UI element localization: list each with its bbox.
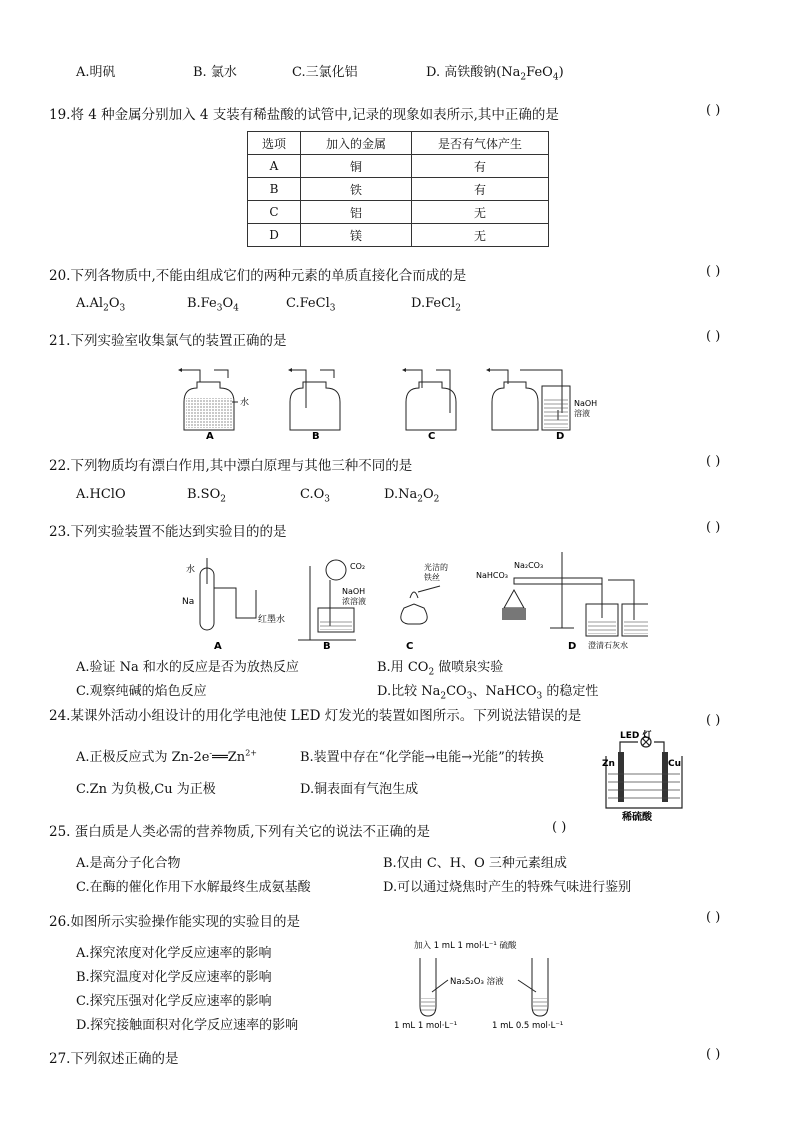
q26-option-b: B.探究温度对化学反应速率的影响 — [76, 970, 272, 985]
q23-a-water: 水 — [186, 565, 196, 575]
q26-option-c: C.探究压强对化学反应速率的影响 — [76, 994, 272, 1009]
q23-b-naoh-2: 浓溶液 — [342, 597, 366, 606]
table-cell: 铜 — [301, 155, 412, 178]
q18-option-c: C.三氯化铝 — [292, 65, 358, 80]
q24-cu-label: Cu — [668, 759, 682, 769]
q19-answer-paren: ( ) — [706, 103, 721, 118]
q23-d-lime: 澄清石灰水 — [588, 641, 628, 650]
table-row — [248, 155, 549, 178]
table-cell: 铁 — [301, 178, 412, 201]
q24-answer-paren: ( ) — [706, 713, 721, 728]
q23-d-na2co3: Na₂CO₃ — [514, 561, 544, 570]
q23-label-b: B — [323, 641, 331, 652]
q25-answer-paren: ( ) — [552, 820, 567, 835]
q26-figure — [392, 936, 582, 1032]
table-cell: D — [248, 224, 301, 247]
table-cell: B — [248, 178, 301, 201]
q23-b-co2: CO₂ — [350, 562, 366, 571]
q23-option-d: D.比较 $Na_2CO_3$、NaHCO$_3$ 的稳定性 — [377, 684, 599, 702]
table-row — [248, 201, 549, 224]
q23-stem: 23.下列实验装置不能达到实验目的的是 — [49, 524, 287, 540]
table-cell: 无 — [412, 224, 549, 247]
q23-option-c: C.观察纯碱的焰色反应 — [76, 684, 207, 699]
q22-stem: 22.下列物质均有漂白作用,其中漂白原理与其他三种不同的是 — [49, 458, 413, 474]
q23-option-b: B.用 $CO_2$ 做喷泉实验 — [377, 660, 504, 678]
q27-stem: 27.下列叙述正确的是 — [49, 1051, 179, 1067]
q23-label-d: D — [568, 641, 577, 652]
q21-label-d: D — [556, 431, 565, 442]
q24-option-c: C.Zn 为负极,Cu 为正极 — [76, 782, 216, 797]
q23-option-a: A.验证 Na 和水的反应是否为放热反应 — [76, 660, 299, 675]
q23-answer-paren: ( ) — [706, 520, 721, 535]
q21-label-c: C — [428, 431, 436, 442]
q23-label-c: C — [406, 641, 414, 652]
q21-stem: 21.下列实验室收集氯气的装置正确的是 — [49, 333, 287, 349]
q23-b-naoh-1: NaOH — [342, 587, 366, 596]
q19-table — [247, 131, 549, 247]
q24-battery-figure — [600, 730, 692, 822]
q22-answer-paren: ( ) — [706, 454, 721, 469]
table-header-cell: 加入的金属 — [301, 132, 412, 155]
q21-a-tubes — [182, 370, 228, 382]
q21-naoh-label-1: NaOH — [574, 399, 598, 408]
q20-stem: 20.下列各物质中,不能由组成它们的两种元素的单质直接化合而成的是 — [49, 268, 467, 284]
q22-option-b: $B.SO_2$ — [187, 487, 226, 505]
q26-answer-paren: ( ) — [706, 910, 721, 925]
q23-c-label-2: 铁丝 — [424, 573, 440, 582]
q26-option-a: A.探究浓度对化学反应速率的影响 — [76, 946, 272, 961]
q18-option-b: B. 氯水 — [193, 65, 237, 80]
table-cell: 铝 — [301, 201, 412, 224]
q26-top-label: 加入 1 mL 1 mol·L⁻¹ 硫酸 — [414, 941, 517, 951]
q25-option-c: C.在酶的催化作用下水解最终生成氨基酸 — [76, 880, 311, 895]
q19-stem: 19.将 4 种金属分别加入 4 支装有稀盐酸的试管中,记录的现象如表所示,其中正确的是 — [49, 107, 559, 123]
q25-option-a: A.是高分子化合物 — [76, 856, 181, 871]
table-cell: 无 — [412, 201, 549, 224]
table-header-cell: 是否有气体产生 — [412, 132, 549, 155]
q20-answer-paren: ( ) — [706, 264, 721, 279]
q23-d-nahco3: NaHCO₃ — [476, 571, 508, 580]
q24-stem: 24.某课外活动小组设计的用化学电池使 LED 灯发光的装置如图所示。下列说法错误的是 — [49, 708, 582, 724]
q23-figure — [178, 548, 648, 653]
q21-answer-paren: ( ) — [706, 329, 721, 344]
q22-option-d: $D.Na_2O_2$ — [384, 487, 440, 505]
q26-right-label: 1 mL 0.5 mol·L⁻¹ — [492, 1021, 564, 1031]
q26-left-label: 1 mL 1 mol·L⁻¹ — [394, 1021, 458, 1031]
table-row — [248, 178, 549, 201]
q21-naoh-label-2: 溶液 — [574, 409, 590, 418]
q22-option-c: $C.O_3$ — [300, 487, 331, 505]
q20-option-a: $A.Al_2O_3$ — [76, 296, 126, 314]
q25-stem: 25. 蛋白质是人类必需的营养物质,下列有关它的说法不正确的是 — [49, 824, 431, 840]
q21-label-b: B — [312, 431, 320, 442]
table-cell: C — [248, 201, 301, 224]
q24-zn-label: Zn — [602, 759, 615, 769]
table-header-row — [248, 132, 549, 155]
table-cell: 镁 — [301, 224, 412, 247]
q26-stem: 26.如图所示实验操作能实现的实验目的是 — [49, 914, 300, 930]
q23-a-na: Na — [182, 597, 195, 607]
table-row — [248, 224, 549, 247]
table-header-cell: 选项 — [248, 132, 301, 155]
q24-option-d: D.铜表面有气泡生成 — [300, 782, 419, 797]
q23-a-ink: 红墨水 — [258, 615, 286, 625]
table-cell: A — [248, 155, 301, 178]
q24-acid-label: 稀硫酸 — [622, 812, 652, 822]
q23-label-a: A — [214, 641, 222, 652]
q21-label-a: A — [206, 431, 214, 442]
q26-mid-label: Na₂S₂O₃ 溶液 — [450, 977, 504, 987]
table-cell: 有 — [412, 155, 549, 178]
q23-c-label-1: 光洁的 — [424, 563, 448, 572]
q24-option-b: B.装置中存在“化学能→电能→光能”的转换 — [300, 750, 544, 765]
q24-led-label: LED 灯 — [620, 731, 652, 741]
q21-water-label: 水 — [240, 398, 250, 408]
q27-answer-paren: ( ) — [706, 1047, 721, 1062]
q21-figure — [170, 358, 640, 443]
q25-option-b: B.仅由 C、H、O 三种元素组成 — [383, 856, 567, 871]
q20-option-b: $B.Fe_3O_4$ — [187, 296, 239, 314]
table-cell: 有 — [412, 178, 549, 201]
q26-option-d: D.探究接触面积对化学反应速率的影响 — [76, 1018, 299, 1033]
q25-option-d: D.可以通过烧焦时产生的特殊气味进行鉴别 — [383, 880, 632, 895]
q18-option-a: A.明矾 — [76, 65, 116, 80]
q22-option-a: A.HClO — [76, 487, 126, 502]
q20-option-d: D.FeCl$_2$ — [411, 296, 461, 314]
q18-option-d: D. 高铁酸钠$(Na_2FeO_4)$ — [426, 65, 564, 83]
q24-option-a: A.正极反应式为 $Zn-2e^-══Zn^{2+}$ — [76, 748, 257, 765]
q20-option-c: C.FeCl$_3$ — [286, 296, 336, 314]
